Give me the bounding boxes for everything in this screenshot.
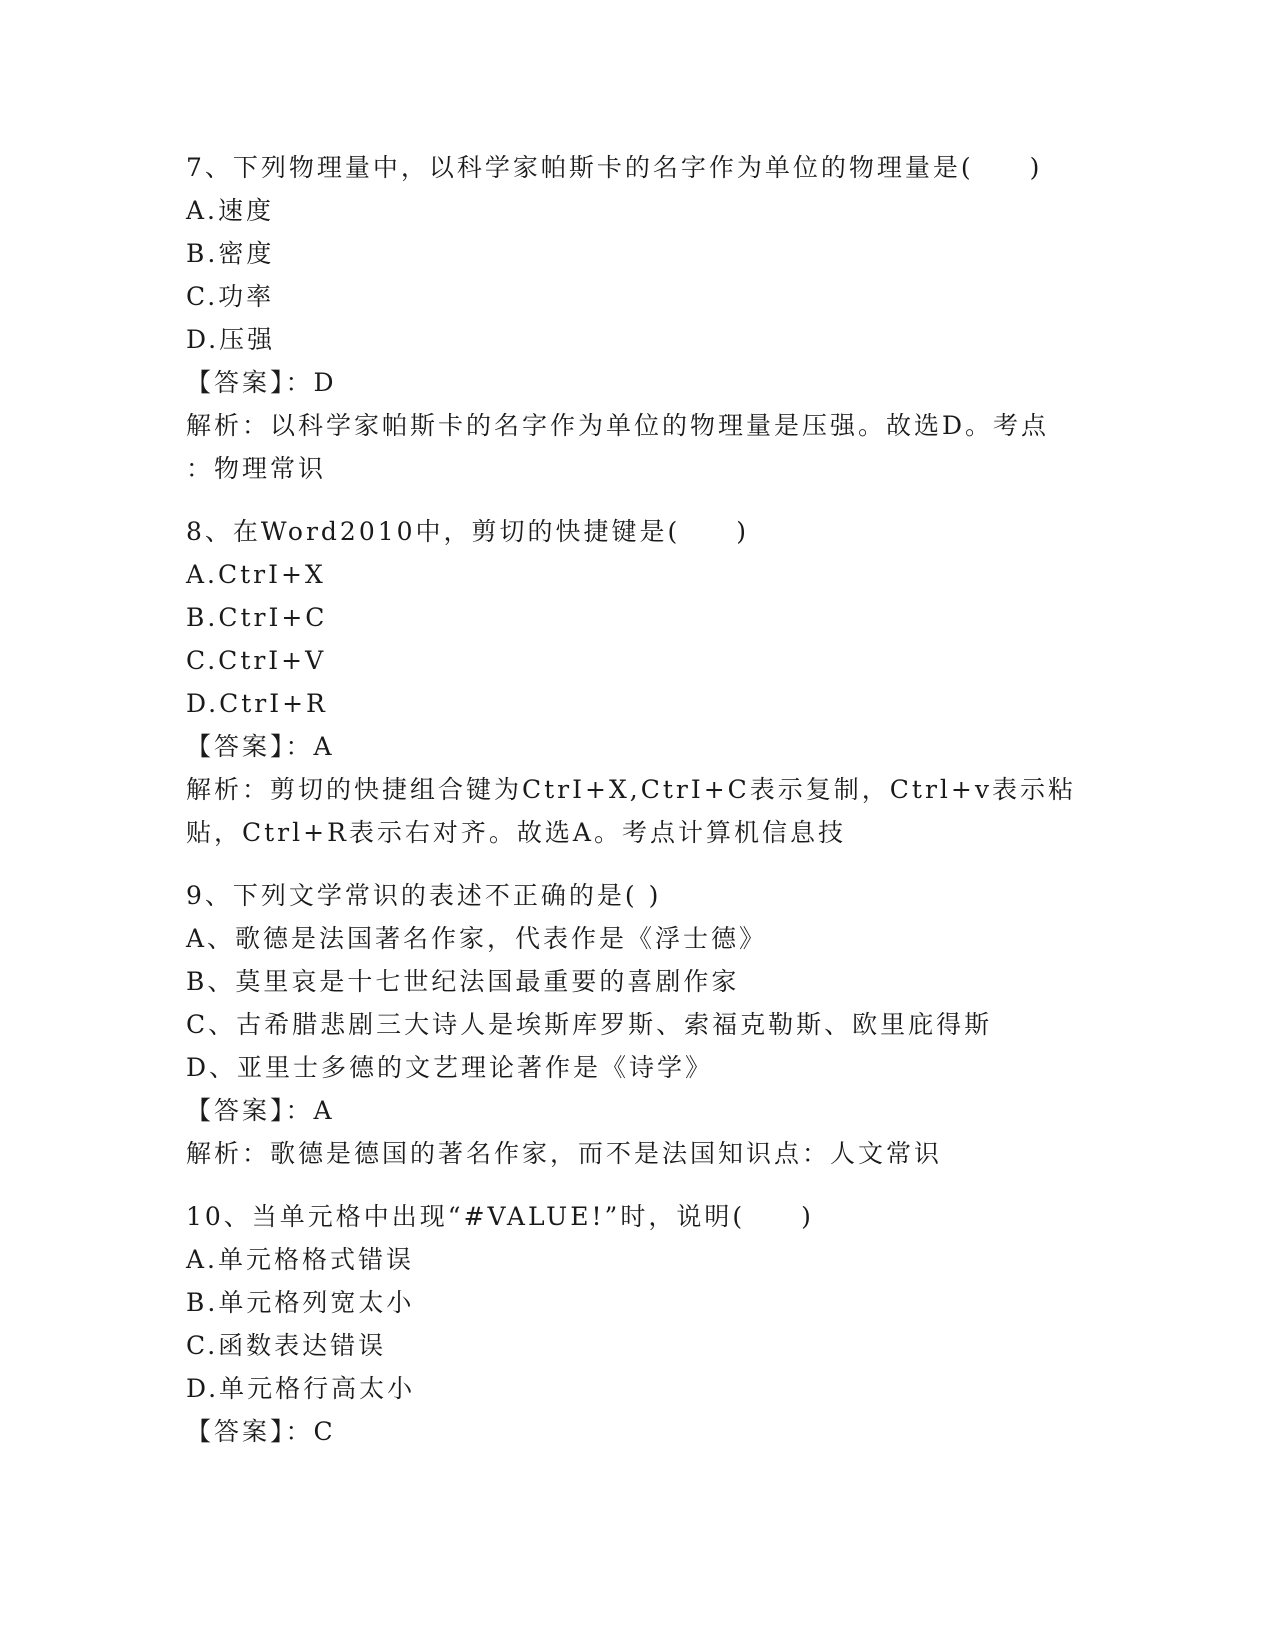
question-list [186, 146, 1076, 1453]
answer-line: 【答案】：D [186, 368, 337, 397]
analysis-line-1: 解析：歌德是德国的著名作家，而不是法国知识点：人文常识 [186, 1139, 943, 1168]
option-c: C、古希腊悲剧三大诗人是埃斯库罗斯、索福克勒斯、欧里庇得斯 [186, 1010, 993, 1039]
question-7 [186, 146, 1066, 490]
question-title: 10、当单元格中出现“#VALUE!”时，说明( ) [186, 1202, 814, 1231]
option-d: D、亚里士多德的文艺理论著作是《诗学》 [186, 1053, 714, 1082]
option-b: B、莫里哀是十七世纪法国最重要的喜剧作家 [186, 967, 740, 996]
question-10 [186, 1195, 1066, 1453]
analysis-line-2: 贴，Ctrl+R表示右对齐。故选A。考点计算机信息技 [186, 818, 846, 847]
option-a: A.CtrI+X [186, 560, 326, 589]
option-a: A.速度 [186, 196, 275, 225]
option-d: D.单元格行高太小 [186, 1374, 416, 1403]
question-title: 7、下列物理量中，以科学家帕斯卡的名字作为单位的物理量是( ) [186, 153, 1043, 182]
question-9 [186, 874, 1066, 1175]
answer-line: 【答案】：C [186, 1417, 336, 1446]
option-c: C.函数表达错误 [186, 1331, 387, 1360]
option-b: B.CtrI+C [186, 603, 328, 632]
option-d: D.CtrI+R [186, 689, 328, 718]
option-a: A.单元格格式错误 [186, 1245, 415, 1274]
option-b: B.单元格列宽太小 [186, 1288, 415, 1317]
option-c: C.CtrI+V [186, 646, 327, 675]
option-d: D.压强 [186, 325, 276, 354]
question-title: 8、在Word2010中，剪切的快捷键是( ) [186, 517, 750, 546]
question-title: 9、下列文学常识的表述不正确的是( ) [186, 881, 662, 910]
answer-line: 【答案】：A [186, 1096, 335, 1125]
question-8 [186, 510, 1076, 854]
option-b: B.密度 [186, 239, 275, 268]
answer-line: 【答案】：A [186, 732, 335, 761]
analysis-line-1: 解析：以科学家帕斯卡的名字作为单位的物理量是压强。故选D。考点 [186, 411, 1050, 440]
analysis-line-2: ：物理常识 [186, 454, 327, 483]
analysis-line-1: 解析：剪切的快捷组合键为CtrI+X,CtrI+C表示复制，Ctrl+v表示粘 [186, 775, 1076, 804]
option-c: C.功率 [186, 282, 275, 311]
option-a: A、歌德是法国著名作家，代表作是《浮士德》 [186, 924, 768, 953]
